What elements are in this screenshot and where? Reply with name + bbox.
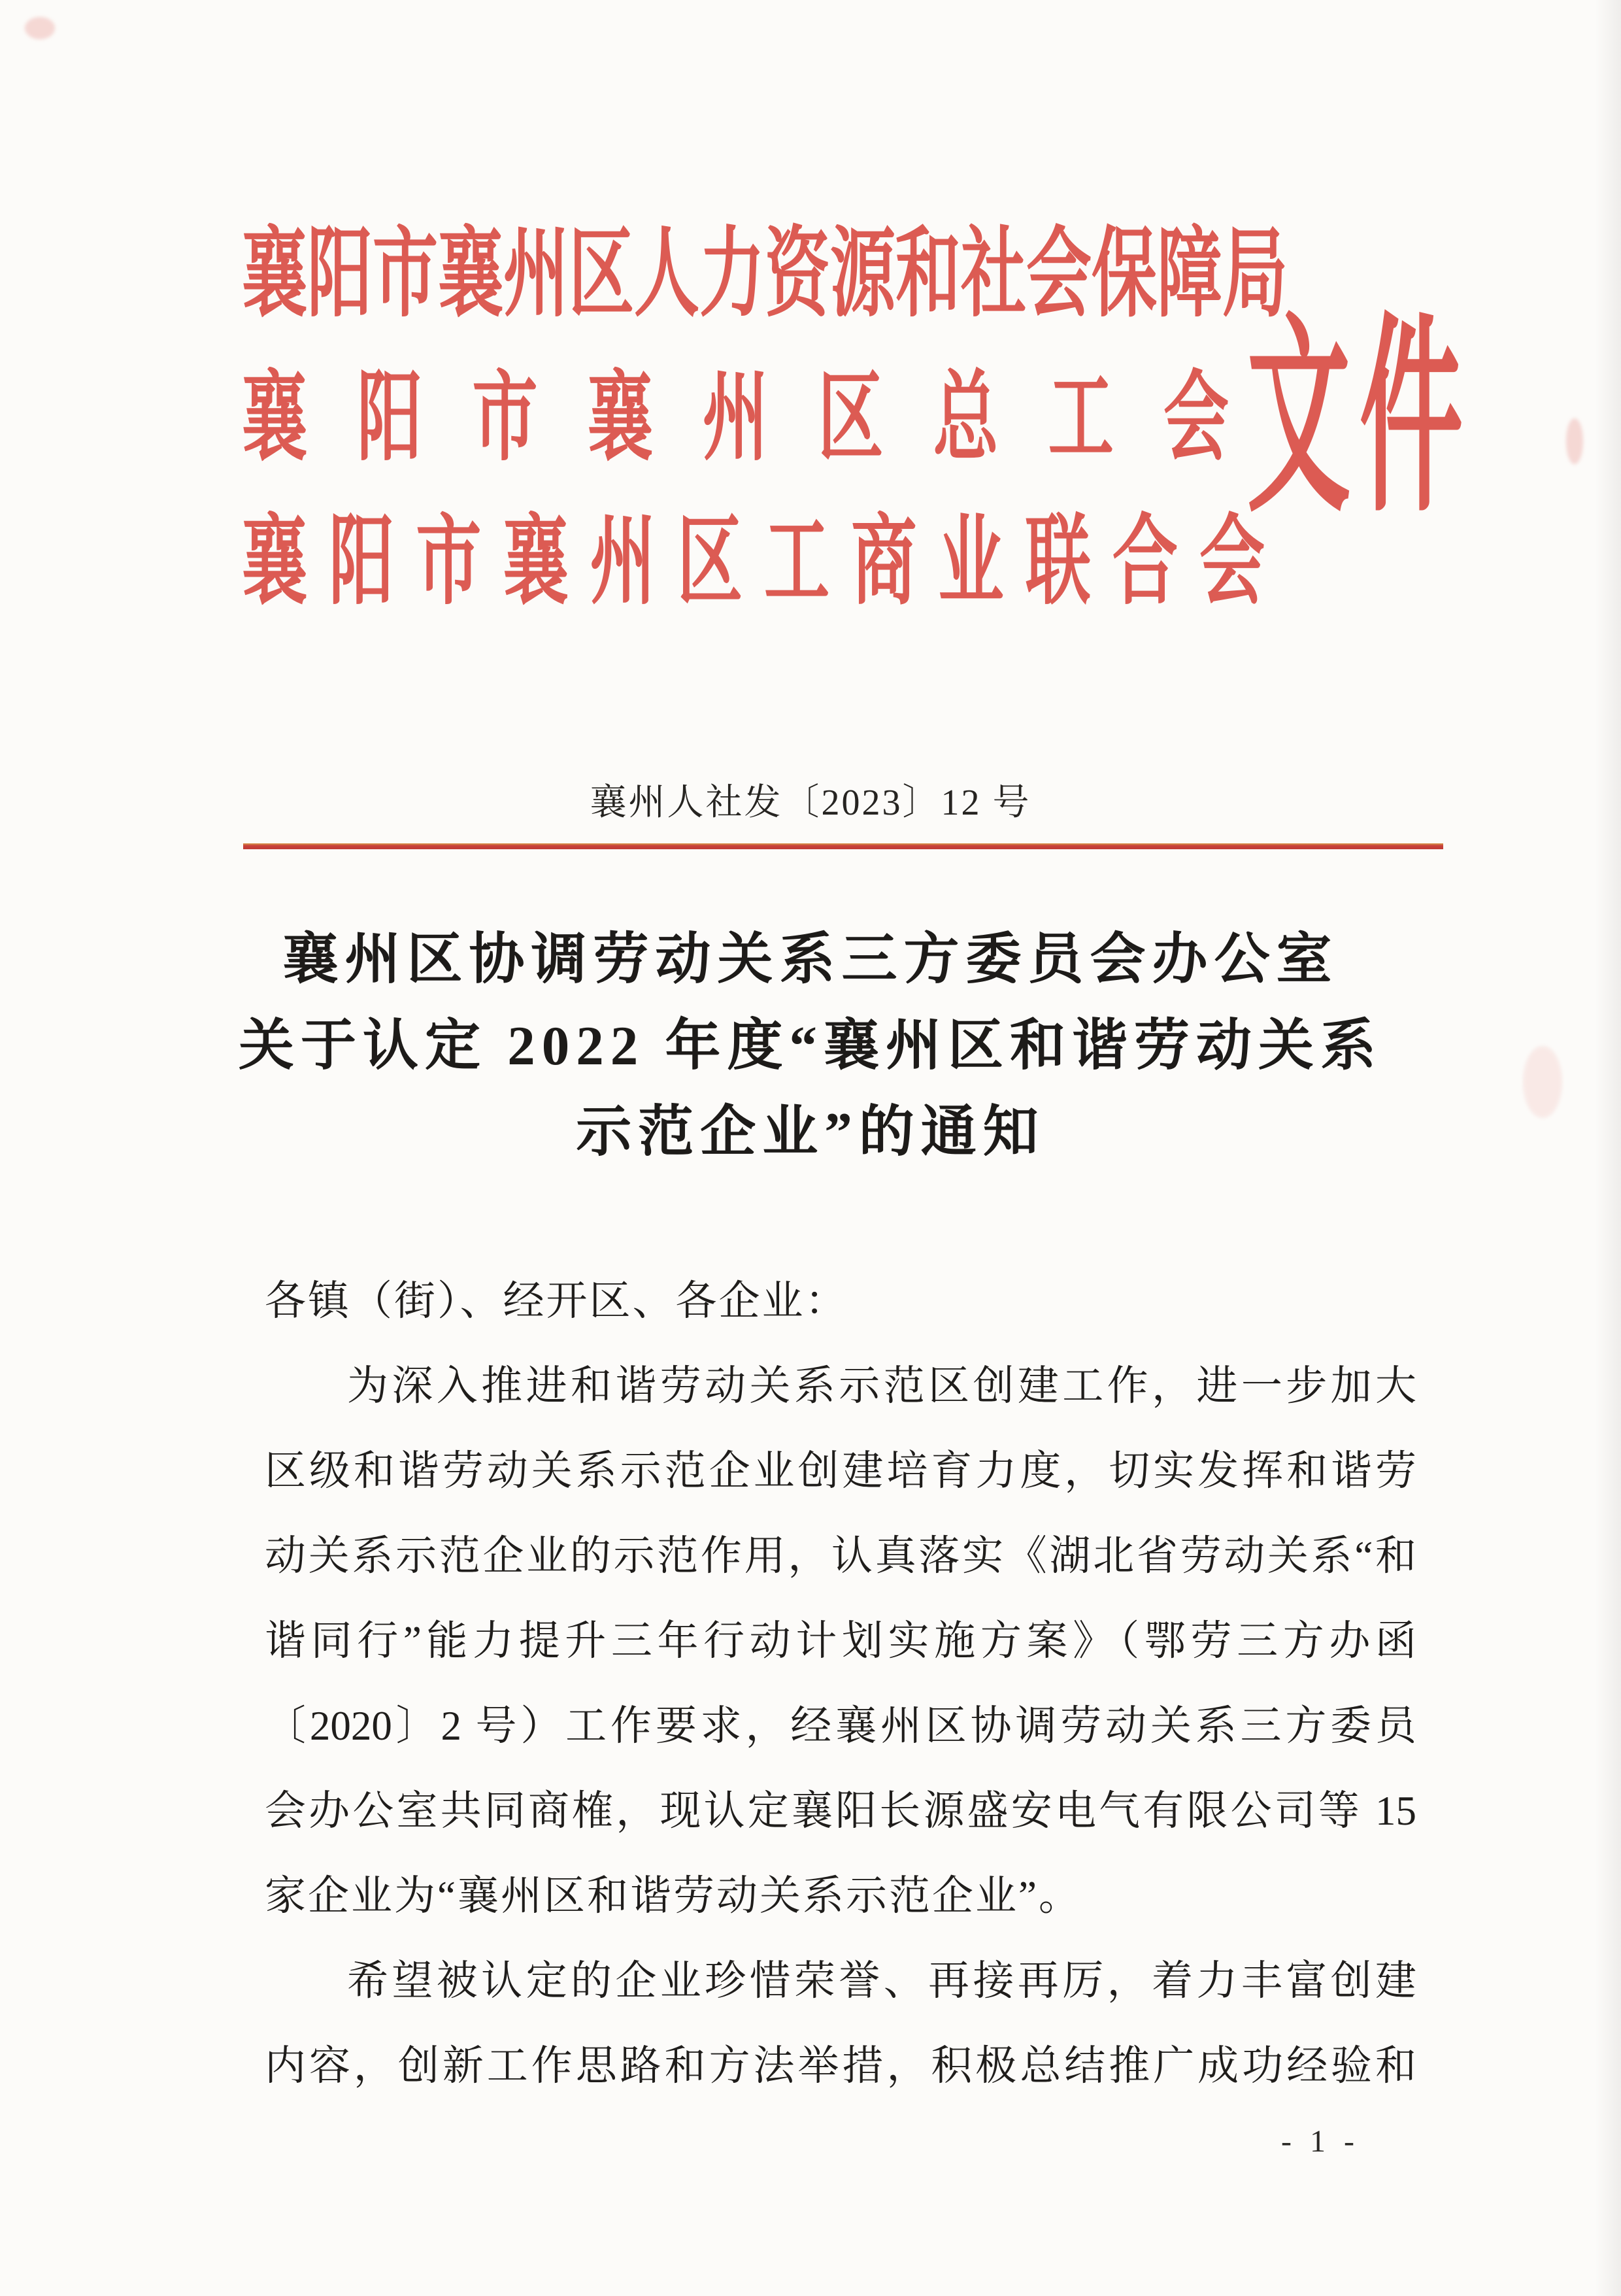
body-line: 希望被认定的企业珍惜荣誉、再接再厉，着力丰富创建 [347,1958,1416,2004]
body-line: 为深入推进和谐劳动关系示范区创建工作，进一步加大 [347,1363,1416,1409]
body-line: 区级和谐劳动关系示范企业创建培育力度，切实发挥和谐劳 [265,1448,1416,1494]
letterhead-doc-type-label: 文件 [1247,303,1472,538]
scan-artifact [1566,418,1583,464]
salutation: 各镇（街）、经开区、各企业： [265,1278,848,1324]
body-line: 家企业为“襄州区和谐劳动关系示范企业”。 [265,1873,1082,1919]
title-line-3: 示范企业”的通知 [576,1102,1045,1163]
body-line: 〔2020〕2 号）工作要求，经襄州区协调劳动关系三方委员 [265,1703,1416,1749]
paragraph [265,1343,1416,1938]
page-number: - 1 - [1281,2124,1360,2159]
document-body [265,1258,1416,2108]
scan-artifact [1523,1046,1562,1118]
letterhead-org-1: 襄阳市襄州区人力资源和社会保障局 [242,220,1288,329]
document-number: 襄州人社发〔2023〕12 号 [590,783,1031,823]
letterhead-org-2: 襄阳市襄州区总工会 [242,363,1229,473]
document-title [190,917,1431,1175]
scan-artifact [25,17,55,39]
body-paragraphs [265,1343,1416,2108]
letterhead-org-3: 襄阳市襄州区工商业联合会 [242,507,1265,616]
body-line: 谐同行”能力提升三年行动计划实施方案》（鄂劳三方办函 [265,1618,1416,1664]
body-line: 会办公室共同商榷，现认定襄阳长源盛安电气有限公司等 15 [265,1788,1416,1834]
body-line: 动关系示范企业的示范作用，认真落实《湖北省劳动关系“和 [265,1533,1416,1579]
body-line: 内容，创新工作思路和方法举措，积极总结推广成功经验和 [265,2043,1416,2089]
title-line-2: 关于认定 2022 年度“襄州区和谐劳动关系 [238,1015,1382,1077]
red-separator-rule [243,843,1443,849]
scan-edge-shadow [1595,0,1621,2296]
paragraph [265,1938,1416,2108]
title-line-1: 襄州区协调劳动关系三方委员会办公室 [282,929,1339,990]
